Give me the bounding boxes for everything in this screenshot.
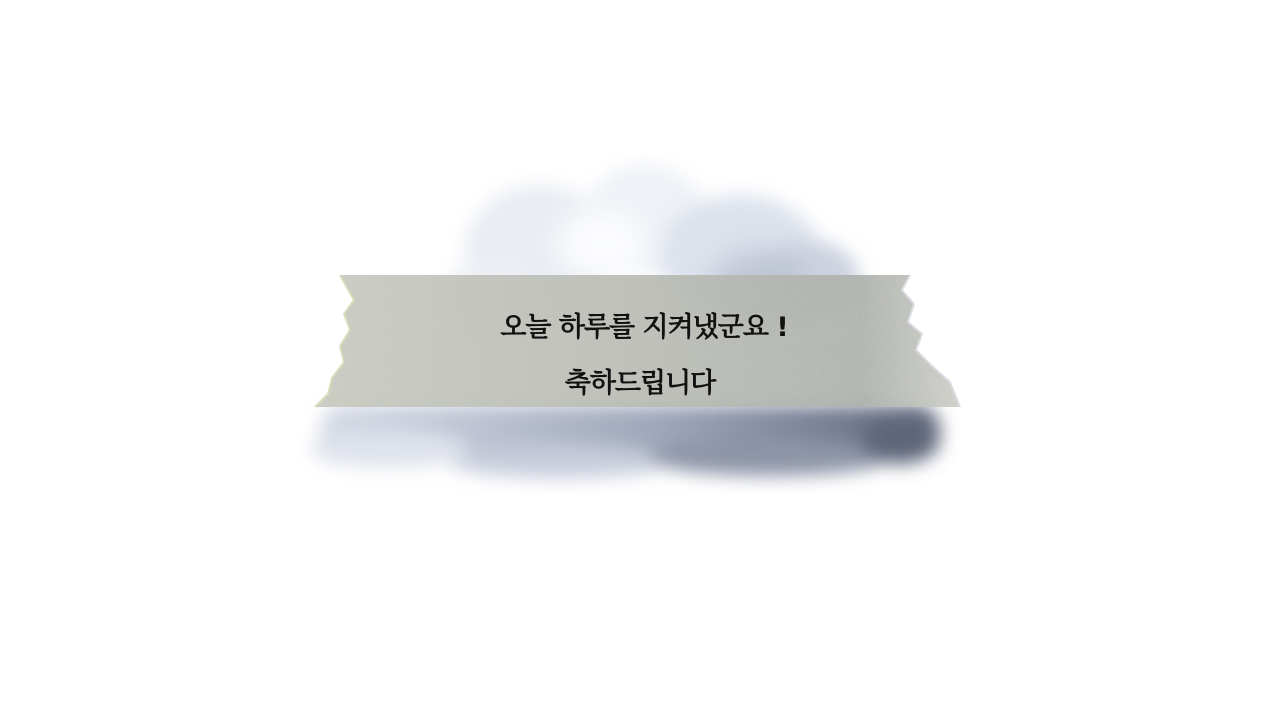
message-line-1: 오늘 하루를 지켜냈군요 !	[500, 312, 788, 343]
congrats-message	[310, 300, 970, 412]
message-line-2: 축하드립니다	[564, 368, 716, 399]
